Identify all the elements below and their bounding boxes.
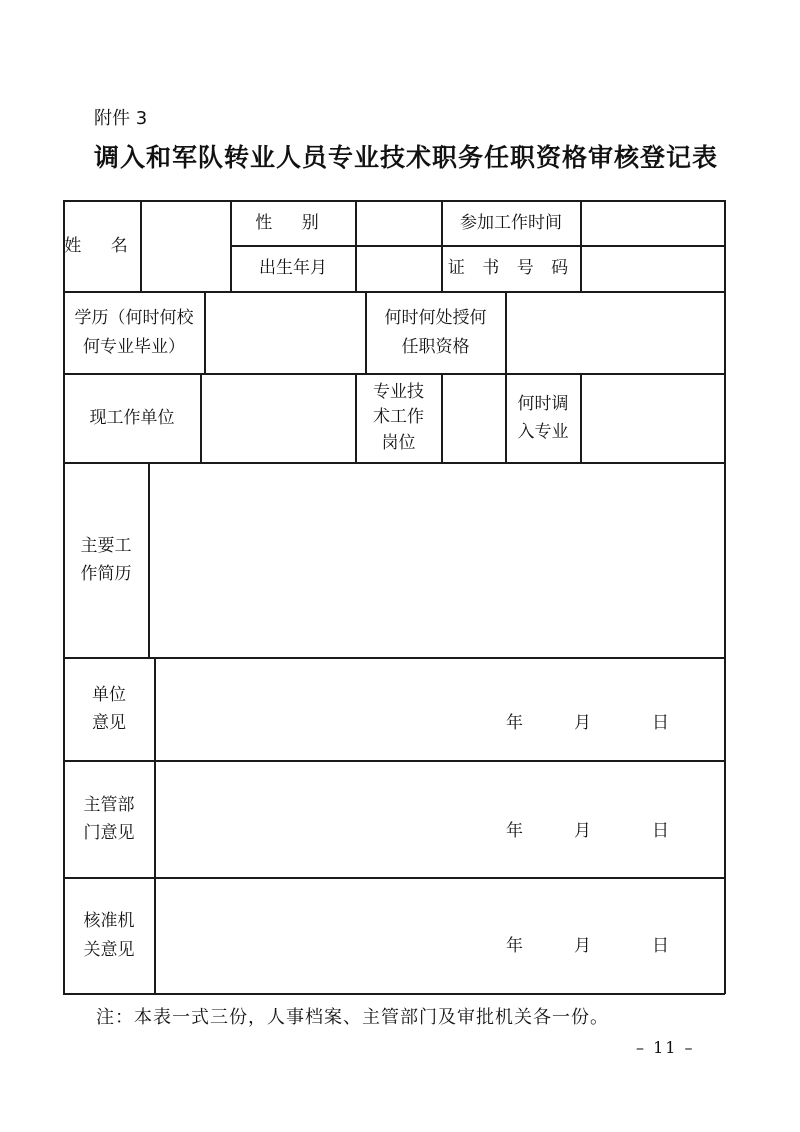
month-label: 月: [574, 713, 591, 733]
unit-opinion-field[interactable]: [155, 658, 724, 760]
birth-field[interactable]: [356, 246, 441, 291]
year-label: 年: [506, 713, 523, 733]
form-title: 调入和军队转业人员专业技术职务任职资格审核登记表: [94, 143, 719, 172]
day-label: 日: [652, 713, 669, 733]
qualification-field[interactable]: [506, 292, 724, 373]
attachment-label: 附件 3: [94, 108, 148, 129]
education-label: 学历（何时何校何专业毕业）: [74, 308, 194, 357]
table-border-bottom: [63, 993, 725, 995]
transfer-label: 何时调入专业: [517, 393, 569, 442]
month-label: 月: [574, 936, 591, 956]
work-history-field[interactable]: [149, 463, 724, 657]
gender-field[interactable]: [356, 201, 441, 245]
transfer-field[interactable]: [581, 374, 724, 462]
education-field[interactable]: [205, 292, 365, 373]
name-label: 姓 名: [64, 235, 140, 256]
cert-no-label: 证 书 号 码: [447, 258, 575, 279]
table-border-right: [724, 200, 726, 994]
employer-label: 现工作单位: [89, 407, 175, 428]
name-field[interactable]: [141, 201, 230, 291]
approval-opinion-label: 核准机关意见: [83, 911, 135, 960]
page-number: – 11 –: [636, 1038, 695, 1057]
tech-post-field[interactable]: [442, 374, 505, 462]
gender-label: 性 别: [255, 212, 331, 233]
month-label: 月: [574, 821, 591, 841]
year-label: 年: [506, 936, 523, 956]
dept-opinion-field[interactable]: [155, 761, 724, 877]
work-start-field[interactable]: [581, 201, 724, 245]
birth-label: 出生年月: [259, 258, 327, 279]
unit-opinion-label: 单位意见: [92, 684, 126, 733]
dept-opinion-label: 主管部门意见: [83, 794, 135, 843]
employer-field[interactable]: [201, 374, 355, 462]
cert-no-field[interactable]: [581, 246, 724, 291]
day-label: 日: [652, 936, 669, 956]
work-history-label: 主要工作简历: [80, 535, 132, 584]
work-start-label: 参加工作时间: [460, 212, 562, 233]
day-label: 日: [652, 821, 669, 841]
tech-post-label: 专业技术工作岗位: [373, 381, 424, 453]
year-label: 年: [506, 821, 523, 841]
qualification-label: 何时何处授何任职资格: [384, 308, 487, 357]
approval-opinion-field[interactable]: [155, 878, 724, 993]
footnote: 注：本表一式三份，人事档案、主管部门及审批机关各一份。: [96, 1007, 609, 1028]
